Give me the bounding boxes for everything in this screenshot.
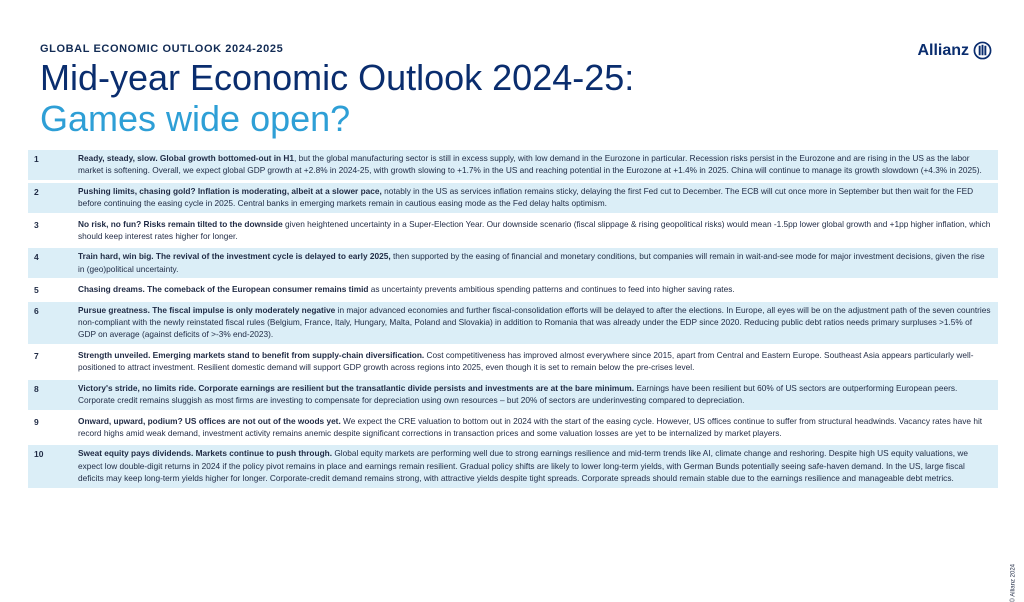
item-headline: Onward, upward, podium? US offices are not out of the woods yet. [78, 415, 341, 426]
item-body: then supported by the easing of financial and monetary conditions, but companies will remain in wait-and-see mode for major investment decisions, given the rise in (geo)political uncertainty. [78, 251, 985, 274]
list-item [28, 413, 998, 443]
page-title: Mid-year Economic Outlook 2024-25: [40, 57, 635, 98]
item-body: , but the global manufacturing sector is still in excess supply, with low demand in the Eurozone in particular. Recession risks persist in the Eurozone and are rising in the US as the labor market is softening. Overall, we expect global GDP growth at +2.8% in 2024-25, with growth slowing to +1.7% in the US and reaching potential in the Eurozone at +1.4% in 2025. China will continue to manage its growth slowdown (+4.3% in 2025). [78, 153, 982, 176]
page-subtitle: Games wide open? [40, 98, 351, 139]
list-item [28, 281, 998, 298]
list-item [28, 380, 998, 410]
item-text [78, 415, 992, 440]
item-number: 3 [34, 219, 39, 230]
item-text [78, 218, 992, 243]
list-item [28, 445, 998, 487]
item-headline: Strength unveiled. Emerging markets stand to benefit from supply-chain diversification. [78, 349, 425, 360]
list-item [28, 302, 998, 344]
item-body: as uncertainty prevents ambitious spending patterns and continues to feed into higher saving rates. [368, 284, 735, 295]
item-headline: Victory's stride, no limits ride. Corporate earnings are resilient but the transatlantic divide persists and investments are at the bare minimum. [78, 382, 635, 393]
item-number: 2 [34, 186, 39, 197]
item-text [78, 349, 992, 374]
item-body: Cost competitiveness has improved almost everywhere since 2015, apart from Central and Eastern Europe. Southeast Asia appears particularly well-positioned to attract investment. Resilient domestic demand will support GDP growth across regions into 2025, even though it is set to remain below the pre-crises level. [78, 349, 974, 373]
item-headline: Pushing limits, chasing gold? Inflation is moderating, albeit at a slower pace, [78, 185, 382, 196]
item-text [78, 250, 992, 275]
item-number: 8 [34, 383, 39, 394]
outlook-list [28, 150, 998, 491]
item-number: 4 [34, 252, 39, 263]
item-number: 10 [34, 449, 44, 460]
item-body: notably in the US as services inflation remains sticky, delaying the first Fed cut to December. The ECB will cut once more in September but then wait for the FED before continuing the easing cycle in 2025. Central banks in emerging markets remain in cautious easing mode as the Fed delay halts optimism. [78, 185, 974, 209]
item-number: 5 [34, 285, 39, 296]
list-item [28, 248, 998, 278]
item-headline: No risk, no fun? Risks remain tilted to the downside [78, 218, 283, 229]
item-body: We expect the CRE valuation to bottom out in 2024 with the start of the easing cycle. However, US offices continue to suffer from structural headwinds. Vacancy rates have hit record highs amid weak demand, investment activity remains anemic despite significant corrections in transaction prices and some valuation losses are yet to be internalized by market players. [78, 415, 983, 438]
item-text [78, 283, 735, 295]
item-text [78, 304, 992, 341]
item-body: given heightened uncertainty in a Super-Election Year. Our downside scenario (fiscal slippage & rising geopolitical risks) would mean -1.5pp lower global growth and +1pp higher inflation, which should keep interest rates higher for longer. [78, 218, 991, 242]
list-item [28, 150, 998, 180]
item-text [78, 152, 992, 177]
item-headline: Ready, steady, slow. Global growth bottomed-out in H1 [78, 153, 295, 163]
list-item [28, 216, 998, 246]
item-text [78, 382, 992, 407]
allianz-eagle-icon [973, 41, 992, 60]
item-text [78, 185, 992, 210]
item-headline: Train hard, win big. The revival of the investment cycle is delayed to early 2025, [78, 251, 391, 262]
report-eyebrow: GLOBAL ECONOMIC OUTLOOK 2024-2025 [40, 43, 284, 55]
item-headline: Pursue greatness. The fiscal impulse is only moderately negative [78, 304, 336, 315]
item-body: Earnings have been resilient but 60% of US sectors are outperforming European peers. Corporate credit remains sluggish as most firms are investing to compensate for depreciation using own resources – but 20% of sectors are underinvesting compared to depreciation. [78, 382, 958, 406]
logo-text: Allianz [917, 41, 969, 59]
item-number: 1 [34, 154, 39, 164]
item-body: Global equity markets are performing well due to strong earnings resilience and mid-term trends like AI, climate change and reshoring. Despite high US equity valuations, we expect low double-digit returns in 2024 if the policy pivot remains in place and earnings remain resilient. Gradual policy shifts are likely to lower long-term yields, with German Bunds potentially seeing safe-haven demand. In the US, large fiscal deficits may keep long-term yields higher for longer. Corporate-credit demand remains strong, with attractive yields despite tight spreads. Corporate spreads should remain stable due to the earnings resilience and manageable debt metrics. [78, 448, 968, 484]
item-body: in major advanced economies and further fiscal-consolidation efforts will be delayed to after the elections. In Europe, all eyes will be on the adjustment path of the seven countries non-compliant with the newly reinstated fiscal rules (Belgium, France, Italy, Hungary, Malta, Poland and Slovakia) in addition to Romania that was already under the EDP since 2020. Reducing public debt ratios needs primary surpluses >1.5% of GDP on average (against deficits of >-3% end-2023). [78, 304, 991, 340]
copyright-notice: © Allianz 2024 [1010, 564, 1016, 602]
item-text [78, 447, 992, 484]
list-item [28, 347, 998, 377]
item-number: 9 [34, 416, 39, 427]
allianz-logo [917, 41, 992, 60]
item-headline: Sweat equity pays dividends. Markets continue to push through. [78, 448, 333, 459]
list-item [28, 183, 998, 213]
item-headline: Chasing dreams. The comeback of the European consumer remains timid [78, 284, 369, 295]
item-number: 6 [34, 305, 39, 316]
item-number: 7 [34, 350, 39, 361]
